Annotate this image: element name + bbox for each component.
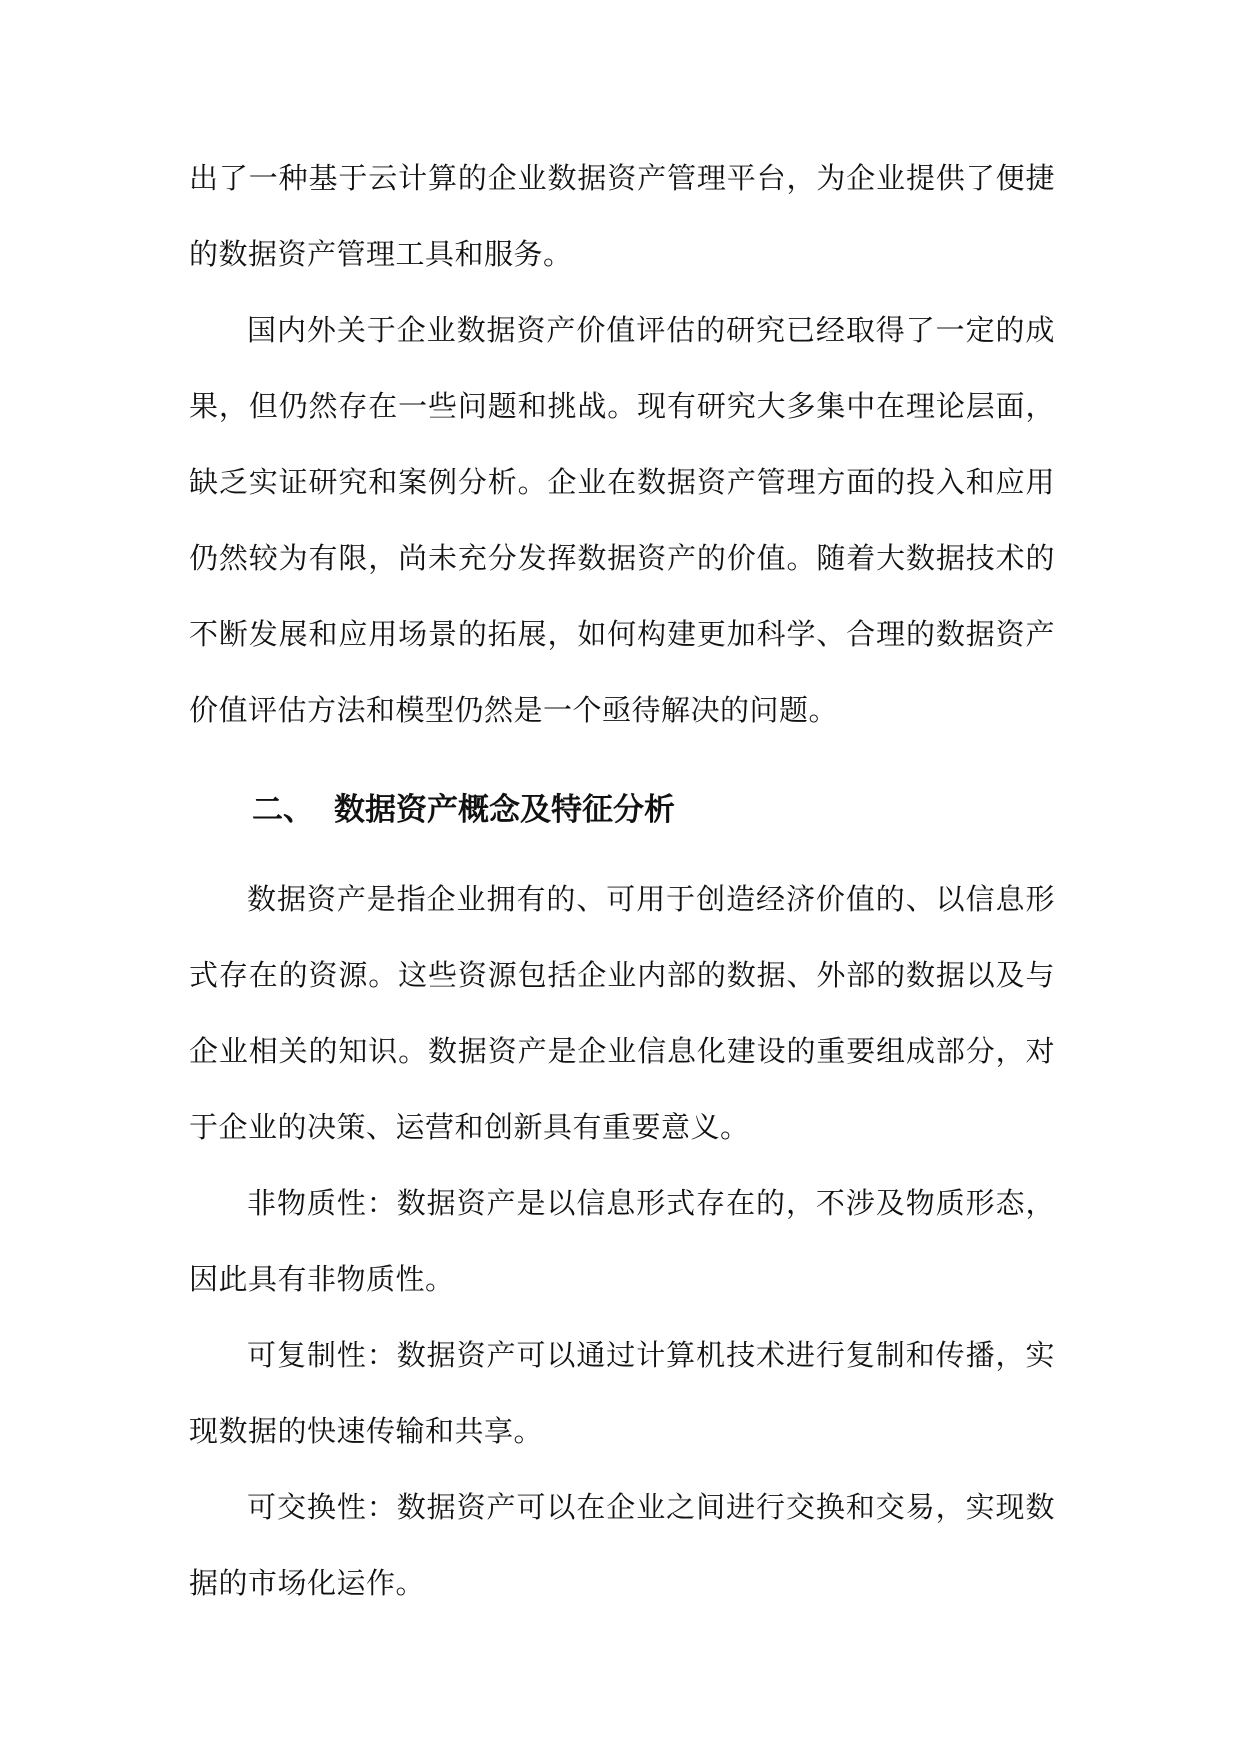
paragraph-exchangeable: 可交换性：数据资产可以在企业之间进行交换和交易，实现数据的市场化运作。 — [189, 1490, 1055, 1600]
section-heading — [189, 781, 1055, 839]
paragraph-replicable: 可复制性：数据资产可以通过计算机技术进行复制和传播，实现数据的快速传输和共享。 — [189, 1338, 1055, 1448]
section-title: 数据资产概念及特征分析 — [334, 792, 675, 828]
document-body — [189, 140, 1055, 1621]
paragraph-cloud-platform: 出了一种基于云计算的企业数据资产管理平台，为企业提供了便捷的数据资产管理工具和服务。 — [189, 161, 1055, 271]
paragraph-data-asset-definition: 数据资产是指企业拥有的、可用于创造经济价值的、以信息形式存在的资源。这些资源包括企业内部的数据、外部的数据以及与企业相关的知识。数据资产是企业信息化建设的重要组成部分，对于企业的决策、运营和创新具有重要意义。 — [189, 882, 1055, 1144]
paragraph-research-status: 国内外关于企业数据资产价值评估的研究已经取得了一定的成果，但仍然存在一些问题和挑战。现有研究大多集中在理论层面，缺乏实证研究和案例分析。企业在数据资产管理方面的投入和应用仍然较为有限，尚未充分发挥数据资产的价值。随着大数据技术的不断发展和应用场景的拓展，如何构建更加科学、合理的数据资产价值评估方法和模型仍然是一个亟待解决的问题。 — [189, 313, 1055, 727]
section-number: 二、 — [252, 792, 314, 828]
paragraph-non-material: 非物质性：数据资产是以信息形式存在的，不涉及物质形态，因此具有非物质性。 — [189, 1186, 1055, 1296]
